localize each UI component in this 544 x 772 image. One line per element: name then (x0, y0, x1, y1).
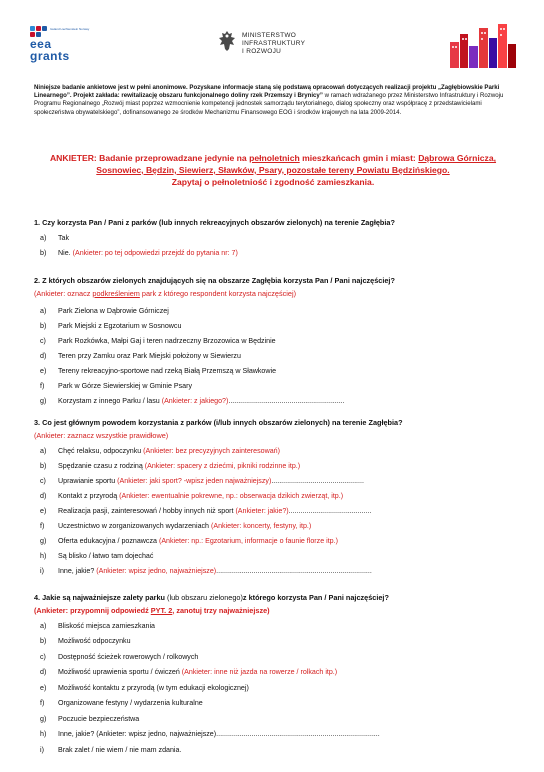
note-adults: pełnoletnich (249, 153, 300, 163)
q3-option-c (40, 476, 510, 486)
note-line2: Zapytaj o pełnoletniość i zgodność zamieszkania. (171, 176, 375, 187)
option-text: Tereny rekreacyjno-sportowe nad rzeką Białą Przemszą w Sławkowie (58, 367, 277, 375)
city-skyline-logo (448, 22, 518, 70)
option-letter: h) (40, 730, 47, 738)
option-text: Możliwość kontaktu z przyrodą (w tym edukacji ekologicznej) (58, 684, 249, 692)
option-letter: e) (40, 684, 47, 692)
option-letter: e) (40, 367, 47, 375)
option-note: (Ankieter: koncerty, festyny, itp.) (210, 522, 312, 530)
q4-text-bold1: 4. Jakie są najważniejsze zalety parku (34, 593, 168, 602)
instr-suffix: park z którego respondent korzysta najczęściej) (139, 289, 297, 298)
q4-option-e (40, 683, 510, 693)
option-letter: d) (40, 668, 47, 676)
option-text: Poczucie bezpieczeństwa (58, 715, 140, 723)
option-letter: i) (40, 746, 44, 754)
answer-dots: ............................................... (271, 477, 364, 485)
q3-option-d (40, 491, 510, 501)
answer-dots: ................................................................................... (216, 730, 380, 738)
option-note: (Ankieter: np.: Egzotarium, informacje o faunie florze itp.) (158, 537, 338, 545)
q4-option-h (40, 729, 510, 739)
option-text: Inne, jakie? (Ankieter: wpisz jedno, najważniejsze) (58, 730, 217, 738)
answer-dots: ........................................................... (228, 397, 345, 405)
q3-option-g (40, 536, 510, 546)
q2-instruction (34, 289, 514, 299)
option-letter: b) (40, 462, 47, 470)
option-letter: a) (40, 234, 47, 242)
option-note: (Ankieter: inne niż jazda na rowerze / rolkach itp.) (181, 668, 338, 676)
option-letter: g) (40, 397, 47, 405)
option-text: Uprawianie sportu (58, 477, 118, 485)
note-middle: mieszkańcach gmin i miast: (299, 153, 419, 163)
question-2: 2. Z których obszarów zielonych znajdujących się na obszarze Zagłębia korzysta Pan / Pani najczęściej? (34, 276, 395, 285)
option-letter: b) (40, 637, 47, 645)
q3-option-h (40, 551, 510, 561)
option-letter: f) (40, 382, 45, 390)
option-text: Uczestnictwo w zorganizowanych wydarzeniach (58, 522, 211, 530)
option-text: Są blisko / łatwo tam dojechać (58, 552, 154, 560)
instr-underlined: PYT. 2 (150, 606, 173, 615)
q4-option-a (40, 621, 510, 631)
q4-text-normal: (lub obszaru zielonego) (167, 593, 243, 602)
instr-prefix: (Ankieter: przypomnij odpowiedź (34, 606, 151, 615)
grants-word: grants (30, 49, 70, 63)
instr-suffix: , zanotuj trzy najważniejsze) (172, 606, 270, 615)
q3-option-a (40, 446, 510, 456)
intro-bold: Niniejsze badanie ankietowe jest w pełni anonimowe. Pozyskane informacje staną się podstawą opracowań dotyczących realizacji projektu „Zagłębiowskie Parki Linearnego”. Projekt zakłada: rewitalizację obszaru funkcjonalnego doliny rzek Przemszy i Brynicy” (34, 84, 500, 100)
option-note: (Ankieter: bez precyzyjnych zainteresowań) (143, 447, 280, 455)
q4-option-d (40, 667, 510, 677)
q3-option-b (40, 461, 510, 471)
option-text: Możliwość odpoczynku (58, 637, 131, 645)
option-letter: c) (40, 653, 46, 661)
ministry-line-2: INFRASTRUKTURY (242, 40, 306, 47)
option-letter: f) (40, 699, 45, 707)
q3-option-f (40, 521, 510, 531)
option-letter: c) (40, 337, 46, 345)
option-text: Chęć relaksu, odpoczynku (58, 447, 144, 455)
option-letter: f) (40, 522, 45, 530)
instr-prefix: (Ankieter: oznacz (34, 289, 93, 298)
option-note: (Ankieter: wpisz jedno, najważniejsze) (96, 567, 217, 575)
option-letter: b) (40, 322, 47, 330)
option-note: (Ankieter: jakie?) (235, 507, 289, 515)
option-text: Teren przy Zamku oraz Park Miejski położony w Siewierzu (58, 352, 241, 360)
q4-option-b (40, 636, 510, 646)
q1-option-b (40, 248, 510, 258)
q2-option-d (40, 351, 510, 361)
option-letter: d) (40, 492, 47, 500)
instr-underlined: podkreśleniem (92, 289, 140, 298)
option-letter: a) (40, 622, 47, 630)
option-text: Realizacja pasji, zainteresowań / hobby innych niż sport (58, 507, 236, 515)
option-letter: g) (40, 715, 47, 723)
eea-word: eea (30, 37, 52, 51)
option-text: Oferta edukacyjna / poznawcza (58, 537, 159, 545)
q2-option-g (40, 396, 510, 406)
option-note: (Ankieter: jaki sport? -wpisz jeden najważniejszy) (117, 477, 272, 485)
option-text: Spędzanie czasu z rodziną (58, 462, 145, 470)
q3-option-e (40, 506, 510, 516)
intro-normal: w ramach wdrażanego przez Ministerstwo Infrastruktury i Rozwoju Programu Regionalnego „Rozwój miast poprzez wzmocnienie kompetencji jednostek samorządu terytorialnego, dialog społeczny oraz współpracę z przedstawicielami społeczeństwa obywatelskiego”, dofinansowanego ze środków Mechanizmu Finansowego EOG i środków krajowych na lata 2009-2014. (34, 92, 504, 116)
option-letter: b) (40, 249, 47, 257)
q4-option-i (40, 745, 510, 755)
question-3: 3. Co jest głównym powodem korzystania z parków (i/lub innych obszarów zielonych) na terenie Zagłębia? (34, 418, 403, 427)
option-letter: i) (40, 567, 44, 575)
q2-option-c (40, 336, 510, 346)
option-text: Możliwość uprawienia sportu / ćwiczeń (58, 668, 182, 676)
option-letter: g) (40, 537, 47, 545)
q4-text-bold2: z którego korzysta Pan / Pani najczęściej? (242, 593, 389, 602)
option-letter: d) (40, 352, 47, 360)
option-text: Nie. (58, 249, 73, 257)
option-text: Korzystam z innego Parku / lasu (58, 397, 162, 405)
interviewer-note (34, 153, 512, 188)
q1-option-a (40, 233, 510, 243)
option-letter: c) (40, 477, 46, 485)
option-letter: h) (40, 552, 47, 560)
option-letter: a) (40, 307, 47, 315)
ministry-logo (218, 30, 338, 70)
q3-instruction: (Ankieter: zaznacz wszystkie prawidłowe) (34, 431, 169, 440)
option-text: Kontakt z przyrodą (58, 492, 120, 500)
q2-option-e (40, 366, 510, 376)
option-letter: a) (40, 447, 47, 455)
q4-option-c (40, 652, 510, 662)
option-text: Tak (58, 234, 70, 242)
q2-option-f (40, 381, 510, 391)
q3-option-i (40, 566, 510, 576)
ministry-line-1: MINISTERSTWO (242, 32, 297, 39)
intro-paragraph (34, 84, 516, 117)
option-note: (Ankieter: ewentualnie pokrewne, np.: obserwacja dzikich zwierząt, itp.) (119, 492, 344, 500)
q4-option-g (40, 714, 510, 724)
option-text: Park Rozkówka, Małpi Gaj i teren nadrzeczny Brzozowica w Będzinie (58, 337, 276, 345)
eea-small-text: Iceland Liechtenstein Norway (50, 27, 90, 31)
option-note: (Ankieter: po tej odpowiedzi przejdź do pytania nr: 7) (72, 249, 238, 257)
option-text: Park Zielona w Dąbrowie Górniczej (58, 307, 169, 315)
answer-dots: .......................................... (288, 507, 372, 515)
option-note: (Ankieter: z jakiego?) (161, 397, 229, 405)
option-text: Dostępność ścieżek rowerowych / rolkowych (58, 653, 199, 661)
option-text: Park w Górze Siewierskiej w Gminie Psary (58, 382, 193, 390)
q2-option-a (40, 306, 510, 316)
ministry-name (242, 32, 305, 56)
ministry-line-3: I ROZWOJU (242, 48, 282, 55)
note-cities: Dąbrowa Górnicza, Sosnowiec, Będzin, Siewierz, Sławków, Psary, pozostałe tereny Powiatu Będzińskiego. (96, 153, 497, 175)
question-4 (34, 593, 514, 603)
eagle-emblem-icon (218, 30, 236, 52)
option-text: Inne, jakie? (58, 567, 97, 575)
q4-instruction (34, 606, 514, 616)
option-text: Bliskość miejsca zamieszkania (58, 622, 155, 630)
q2-option-b (40, 321, 510, 331)
option-letter: e) (40, 507, 47, 515)
question-1: 1. Czy korzysta Pan / Pani z parków (lub innych rekreacyjnych obszarów zielonych) na terenie Zagłębia? (34, 218, 395, 227)
eea-grants-logo (30, 26, 100, 66)
answer-dots: ............................................................................... (216, 567, 372, 575)
option-note: (Ankieter: spacery z dziećmi, pikniki rodzinne itp.) (144, 462, 301, 470)
option-text: Brak zalet / nie wiem / nie mam zdania. (58, 746, 182, 754)
option-text: Park Miejski z Egzotarium w Sosnowcu (58, 322, 182, 330)
option-text: Organizowane festyny / wydarzenia kulturalne (58, 699, 203, 707)
q4-option-f (40, 698, 510, 708)
note-prefix: ANKIETER: Badanie przeprowadzane jedynie na (49, 153, 250, 163)
